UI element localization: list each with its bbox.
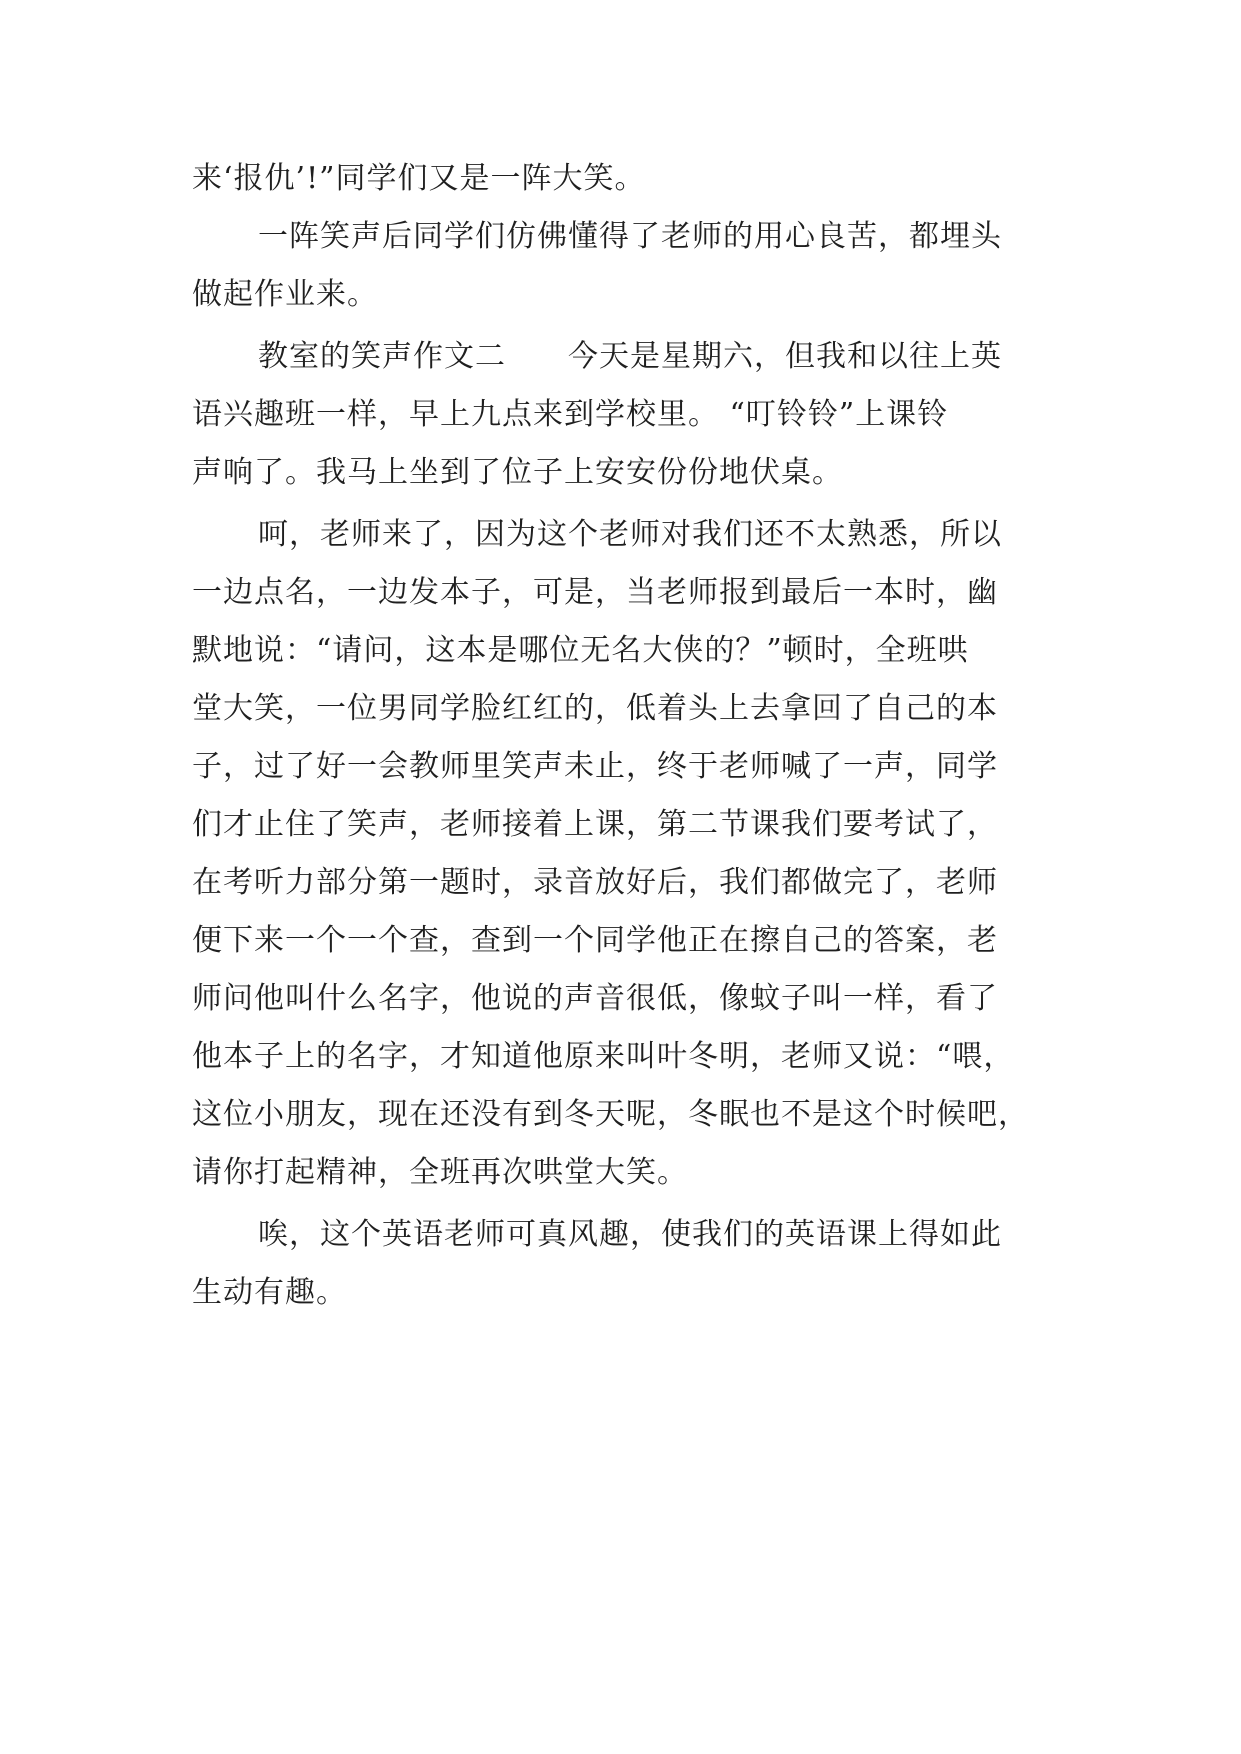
text-line — [192, 216, 1047, 257]
essay-body — [192, 158, 1047, 1330]
text-line-content: 一阵笑声后同学们仿佛懂得了老师的用心良苦，都埋头 — [258, 219, 1002, 254]
text-line-content: 唉，这个英语老师可真风趣，使我们的英语课上得如此 — [258, 1217, 1002, 1252]
text-line — [192, 978, 1047, 1019]
text-line — [192, 336, 1047, 377]
text-line-content: 便下来一个一个查，查到一个同学他正在擦自己的答案，老 — [192, 923, 998, 958]
text-line — [192, 394, 1047, 435]
text-line-content: 语兴趣班一样，早上九点来到学校里。 “叮铃铃”上课铃 — [192, 397, 949, 432]
text-line — [192, 1094, 1047, 1135]
text-line — [192, 688, 1047, 729]
text-line-content: 在考听力部分第一题时，录音放好后，我们都做完了，老师 — [192, 865, 998, 900]
text-line-content: 子，过了好一会教师里笑声未止，终于老师喊了一声，同学 — [192, 749, 998, 784]
text-line — [192, 746, 1047, 787]
text-line — [192, 158, 1047, 199]
text-line — [192, 862, 1047, 903]
text-line-content: 一边点名，一边发本子，可是，当老师报到最后一本时，幽 — [192, 575, 998, 610]
text-line — [192, 1036, 1047, 1077]
text-line — [192, 1214, 1047, 1255]
text-line — [192, 274, 1047, 315]
text-line — [192, 452, 1047, 493]
text-line-content: 堂大笑，一位男同学脸红红的，低着头上去拿回了自己的本 — [192, 691, 998, 726]
text-line-content: 们才止住了笑声，老师接着上课，第二节课我们要考试了， — [192, 807, 998, 842]
text-line-content: 师问他叫什么名字，他说的声音很低，像蚊子叫一样，看了 — [192, 981, 998, 1016]
text-line — [192, 804, 1047, 845]
text-line-content: 请你打起精神，全班再次哄堂大笑。 — [192, 1155, 688, 1190]
text-line — [192, 514, 1047, 555]
text-line-content: 呵，老师来了，因为这个老师对我们还不太熟悉，所以 — [258, 517, 1002, 552]
text-line — [192, 920, 1047, 961]
text-line-content: 这位小朋友，现在还没有到冬天呢，冬眠也不是这个时候吧， — [192, 1097, 1029, 1132]
text-line-content: 生动有趣。 — [192, 1275, 347, 1310]
text-line-content: 来‘报仇’!”同学们又是一阵大笑。 — [192, 161, 646, 196]
text-line-content: 他本子上的名字，才知道他原来叫叶冬明，老师又说：“喂， — [192, 1039, 1015, 1074]
text-line-content: 教室的笑声作文二 今天是星期六，但我和以往上英 — [258, 339, 1002, 374]
text-line-content: 声响了。我马上坐到了位子上安安份份地伏桌。 — [192, 455, 843, 490]
text-line — [192, 1152, 1047, 1193]
text-line — [192, 630, 1047, 671]
text-line-content: 做起作业来。 — [192, 277, 378, 312]
text-line — [192, 572, 1047, 613]
text-line — [192, 1272, 1047, 1313]
text-line-content: 默地说：“请问，这本是哪位无名大侠的？”顿时，全班哄 — [192, 633, 969, 668]
